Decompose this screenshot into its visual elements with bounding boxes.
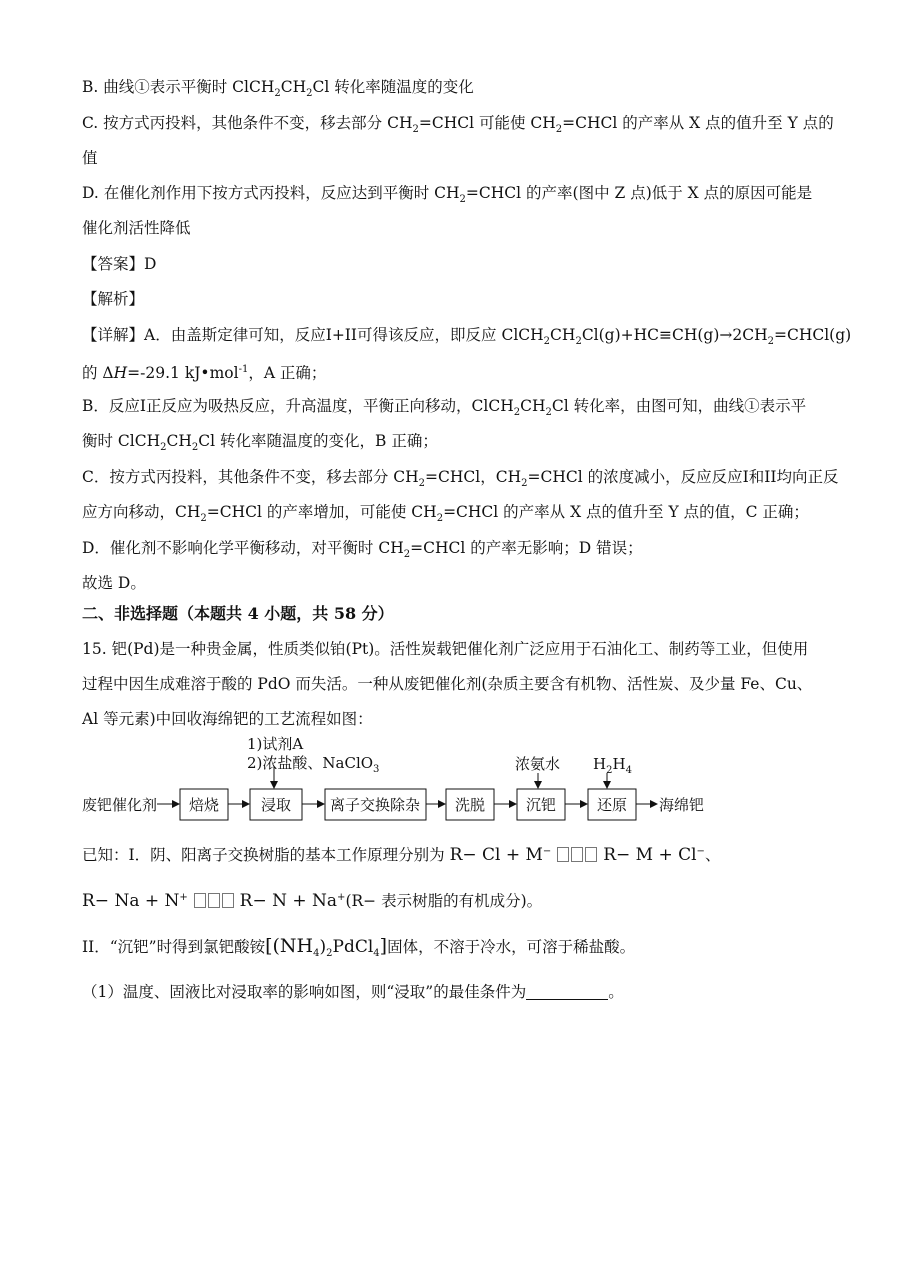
equation: R− M + Cl — [603, 845, 697, 866]
answer-blank[interactable] — [526, 983, 608, 1000]
flow-box-label: 离子交换除杂 — [329, 796, 421, 814]
formula: [(NH — [265, 935, 314, 957]
subscript: 2 — [513, 407, 521, 419]
equilibrium-glyph — [571, 847, 583, 862]
box-elute — [446, 789, 494, 820]
text: H — [593, 755, 607, 773]
subscript: 2 — [200, 513, 207, 525]
text: D．催化剂不影响化学平衡移动，对平衡时 CH — [82, 539, 404, 557]
subscript: 2 — [191, 442, 199, 454]
text: =CHCl，CH — [425, 468, 522, 486]
equation: R− N + Na — [239, 891, 338, 912]
box-reduce — [588, 789, 636, 820]
text: 。 — [608, 983, 624, 1001]
detail-line-5 — [82, 466, 838, 495]
section-title: 二、非选择题（本题共 4 小题，共 58 分） — [82, 604, 394, 623]
subscript: 2 — [403, 549, 411, 561]
text: 的 Δ — [82, 364, 114, 383]
reagent-a-line-1: 1)试剂A — [247, 735, 304, 753]
subscript: 2 — [575, 336, 582, 348]
subscript: 4 — [625, 765, 632, 776]
equilibrium-glyph — [222, 893, 234, 908]
option-c-line-1 — [82, 112, 834, 141]
detail-line-4 — [82, 430, 438, 459]
text: 固体，不溶于冷水，可溶于稀盐酸。 — [387, 938, 636, 956]
flow-end: 海绵钯 — [659, 796, 705, 814]
detail-line-2 — [82, 359, 326, 384]
text: 、 — [704, 846, 721, 865]
detail-line-6 — [82, 501, 809, 530]
subscript: 2 — [436, 513, 444, 525]
flow-box-label: 沉钯 — [525, 796, 557, 814]
subscript: 4 — [373, 948, 380, 960]
superscript: -1 — [238, 364, 249, 375]
text: D. 在催化剂作用下按方式丙投料，反应达到平衡时 CH — [82, 184, 460, 202]
text: =CHCl 的浓度减小，反应反应I和II均向正反 — [527, 468, 839, 486]
box-leach — [250, 789, 302, 820]
flow-box-label: 焙烧 — [188, 796, 220, 814]
superscript: − — [542, 846, 552, 857]
subscript: 2 — [274, 88, 281, 100]
text: 2)浓盐酸、NaClO — [247, 754, 374, 772]
flow-box-label: 浸取 — [260, 796, 292, 814]
text: (R− 表示树脂的有机成分)。 — [345, 892, 543, 911]
text: =CHCl 的产率无影响；D 错误； — [410, 539, 643, 557]
detail-line-3 — [82, 395, 806, 424]
text: 应方向移动，CH — [82, 503, 201, 521]
flow-start: 废钯催化剂 — [82, 796, 158, 814]
formula: ] — [379, 935, 388, 957]
option-d-line-1 — [82, 182, 812, 211]
text: （1）温度、固液比对浸取率的影响如图，则“浸取”的最佳条件为 — [82, 983, 527, 1001]
text: ，A 正确； — [248, 364, 327, 383]
subscript: 2 — [418, 478, 426, 490]
option-b — [82, 76, 474, 105]
subscript: 3 — [373, 764, 380, 775]
reagent-b: 浓氨水 — [515, 755, 561, 773]
text: CH — [280, 78, 307, 96]
text: Cl(g)+HC≡CH(g)→2CH — [581, 326, 768, 344]
text: CH — [520, 397, 546, 415]
text: C. 按方式丙投料，其他条件不变，移去部分 CH — [82, 114, 413, 132]
text: B. 曲线①表示平衡时 ClCH — [82, 78, 275, 96]
superscript: − — [696, 846, 705, 857]
subscript: 2 — [545, 407, 552, 419]
superscript: + — [337, 892, 346, 903]
known-line-1 — [82, 841, 720, 866]
box-roast — [180, 789, 228, 820]
text: =CHCl 的产率从 X 点的值升至 Y 点的值，C 正确； — [443, 503, 809, 521]
text: B．反应I正反应为吸热反应，升高温度，平衡正向移动，ClCH — [82, 397, 514, 415]
subscript: 2 — [543, 336, 551, 348]
detail-line-1 — [82, 324, 851, 353]
subscript: 2 — [555, 124, 563, 136]
formula: ) — [319, 937, 327, 957]
reagent-a-line-2 — [247, 754, 379, 775]
text: Cl 转化率，由图可知，曲线①表示平 — [551, 397, 807, 415]
equilibrium-glyph — [194, 893, 206, 908]
equation: R− Na + N — [82, 891, 180, 912]
text: C．按方式丙投料，其他条件不变，移去部分 CH — [82, 468, 419, 486]
text: H — [113, 364, 128, 383]
known-line-2 — [82, 887, 542, 912]
text: =CHCl 的产率(图中 Z 点)低于 X 点的原因可能是 — [465, 184, 813, 202]
text: =CHCl(g) — [774, 326, 852, 344]
equation: R− Cl + M — [449, 845, 543, 866]
box-ion-exchange — [325, 789, 426, 820]
equilibrium-glyph — [208, 893, 220, 908]
text: CH — [166, 432, 192, 450]
option-c-line-2: 值 — [82, 149, 98, 167]
subscript: 2 — [459, 194, 466, 206]
text: II．“沉钯”时得到氯钯酸铵 — [82, 938, 266, 956]
subscript: 2 — [412, 124, 419, 136]
text: 已知：I．阴、阳离子交换树脂的基本工作原理分别为 — [82, 846, 445, 865]
text: 【详解】A．由盖斯定律可知，反应I+II可得该反应，即反应 ClCH — [82, 326, 544, 344]
question-15-line-3: Al 等元素)中回收海绵钯的工艺流程如图： — [82, 710, 373, 728]
text: =CHCl 的产率从 X 点的值升至 Y 点的 — [562, 114, 834, 132]
subscript: 2 — [767, 336, 774, 348]
question-15-line-2: 过程中因生成难溶于酸的 PdO 而失活。一种从废钯催化剂(杂质主要含有机物、活性炭、及少量 Fe、Cu、 — [82, 675, 813, 693]
text: 衡时 ClCH — [82, 432, 161, 450]
subscript: 2 — [521, 478, 528, 490]
formula: PdCl — [332, 937, 374, 957]
text: =CHCl 可能使 CH — [418, 114, 556, 132]
subscript: 2 — [606, 765, 613, 776]
flow-box-label: 洗脱 — [454, 796, 486, 814]
known-line-3 — [82, 935, 635, 965]
text: Cl 转化率随温度的变化 — [312, 78, 474, 96]
answer: 【答案】D — [82, 255, 157, 273]
reagent-c — [593, 755, 632, 776]
flow-box-label: 还原 — [596, 796, 628, 814]
subscript: 2 — [306, 88, 313, 100]
equilibrium-glyph — [557, 847, 569, 862]
subscript: 2 — [326, 948, 333, 960]
analysis-heading: 【解析】 — [82, 290, 145, 308]
text: H — [612, 755, 626, 773]
superscript: + — [179, 892, 188, 903]
text: =-29.1 kJ•mol — [127, 364, 239, 383]
detail-line-8: 故选 D。 — [82, 574, 146, 592]
question-15-line-1: 15. 钯(Pd)是一种贵金属，性质类似铂(Pt)。活性炭载钯催化剂广泛应用于石油化工、制药等工业，但使用 — [82, 640, 809, 658]
sub-question-1 — [82, 981, 624, 1003]
option-d-line-2: 催化剂活性降低 — [82, 219, 191, 237]
equilibrium-glyph — [585, 847, 597, 862]
text: CH — [550, 326, 576, 344]
box-precipitate — [517, 789, 565, 820]
text: =CHCl 的产率增加，可能使 CH — [206, 503, 437, 521]
subscript: 4 — [313, 948, 320, 960]
detail-line-7 — [82, 537, 643, 566]
text: Cl 转化率随温度的变化，B 正确； — [198, 432, 438, 450]
subscript: 2 — [160, 442, 167, 454]
